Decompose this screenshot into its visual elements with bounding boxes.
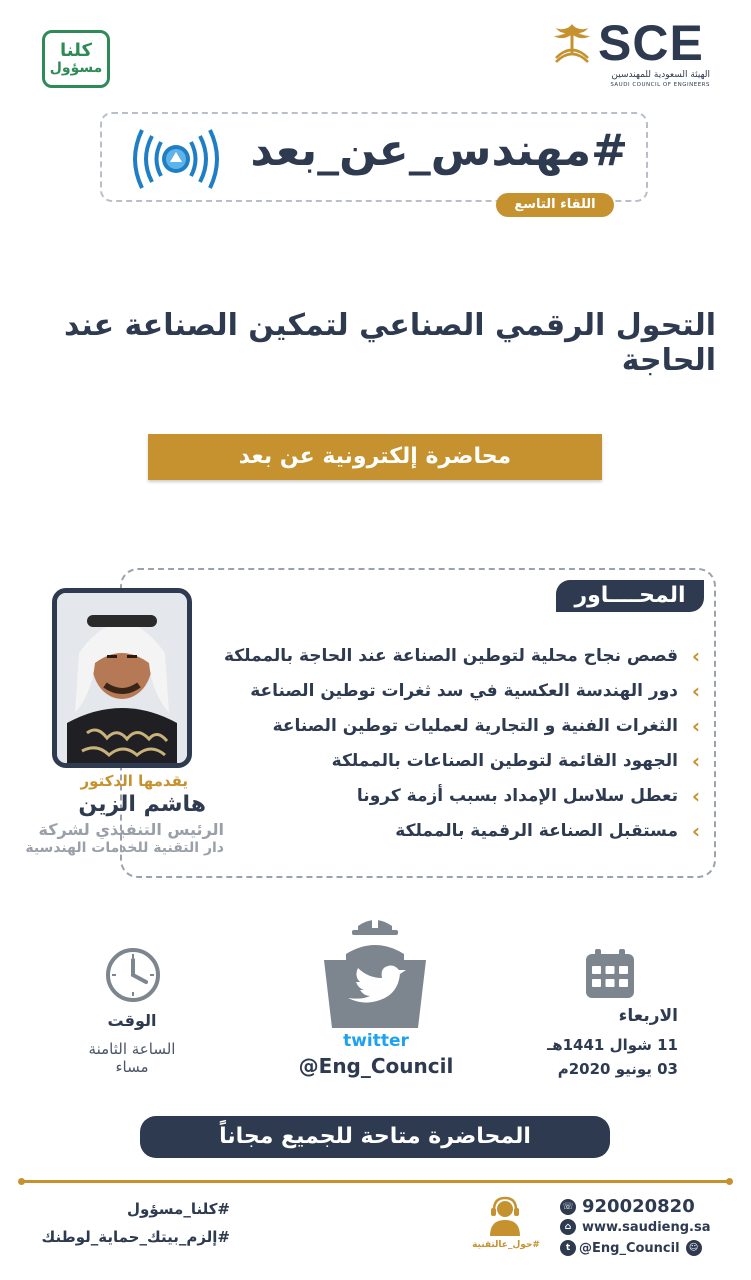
- axes-item-text: قصص نجاح محلية لتوطين الصناعة عند الحاجة بالمملكة: [223, 645, 678, 666]
- chevron-left-icon: ‹: [691, 643, 701, 668]
- date-hijri: 11 شوال 1441هـ: [547, 1036, 678, 1054]
- time-label: الوقت: [107, 1011, 157, 1030]
- lecture-title: التحول الرقمي الصناعي لتمكين الصناعة عند الحاجة: [64, 308, 716, 378]
- speaker-photo: [52, 588, 192, 768]
- axes-item: [214, 743, 704, 778]
- axes-list: [214, 638, 704, 848]
- date-gregorian: 03 يونيو 2020م: [557, 1060, 678, 1078]
- speaker-company: دار التقنية للخدمات الهندسية: [25, 840, 224, 856]
- axes-item-text: تعطل سلاسل الإمداد بسبب أزمة كرونا: [356, 785, 678, 806]
- axes-item-text: مستقبل الصناعة الرقمية بالمملكة: [395, 820, 678, 841]
- axes-item: [214, 708, 704, 743]
- free-access-notice: المحاضرة متاحة للجميع مجاناً: [140, 1116, 610, 1158]
- social-handle: @Eng_Council: [579, 1240, 680, 1256]
- time-value-line2: مساء: [115, 1058, 149, 1076]
- axes-item: [214, 778, 704, 813]
- kolona-logo-line1: كلنا: [60, 40, 92, 62]
- support-hashtag: #حول_عالتقنية: [472, 1240, 540, 1250]
- speaker-intro: يقدمها الدكتور: [80, 772, 188, 790]
- contact-phone[interactable]: [560, 1196, 720, 1217]
- axes-item-text: دور الهندسة العكسية في سد ثغرات توطين الصناعة: [250, 680, 678, 701]
- footer-divider: [20, 1180, 731, 1183]
- twitter-bird-icon: t: [560, 1240, 576, 1256]
- calendar-icon: [584, 948, 636, 1000]
- twitter-label: twitter: [343, 1031, 409, 1051]
- axes-item: [214, 673, 704, 708]
- kolona-masool-logo: [42, 30, 110, 88]
- kolona-logo-line2: مسؤول: [49, 60, 103, 77]
- palm-swords-emblem-icon: [550, 20, 594, 68]
- contact-social[interactable]: [560, 1240, 720, 1256]
- twitter-handle-link[interactable]: @Eng_Council: [298, 1054, 454, 1078]
- chevron-left-icon: ‹: [691, 818, 701, 843]
- broadcast-icon: [128, 124, 224, 194]
- speaker-name: هاشم الزين: [78, 792, 206, 817]
- engineer-laptop-twitter-icon: [318, 910, 432, 1030]
- footer-hashtag-1[interactable]: #كلنا_مسؤول: [127, 1200, 230, 1218]
- support-headset-icon: [488, 1196, 522, 1236]
- chevron-left-icon: ‹: [691, 678, 701, 703]
- axes-heading: المحــــاور: [556, 580, 704, 612]
- snapchat-icon: ☺: [686, 1240, 702, 1256]
- phone-icon: ☏: [560, 1199, 576, 1215]
- phone-number: 920020820: [582, 1196, 695, 1217]
- website-url: www.saudieng.sa: [582, 1219, 711, 1235]
- chevron-left-icon: ‹: [691, 748, 701, 773]
- chevron-left-icon: ‹: [691, 713, 701, 738]
- contact-website[interactable]: [560, 1219, 720, 1235]
- axes-item: [214, 638, 704, 673]
- axes-item: [214, 813, 704, 848]
- hashtag-title: #مهندس_عن_بعد: [250, 125, 628, 176]
- day-label: الاربعاء: [618, 1006, 678, 1026]
- sce-letters-text: SCE: [598, 15, 704, 71]
- axes-item-text: الثغرات الفنية و التجارية لعمليات توطين الصناعة: [272, 715, 678, 736]
- home-icon: ⌂: [560, 1219, 576, 1235]
- session-badge: اللقاء التاسع: [496, 193, 614, 217]
- sce-english-name: SAUDI COUNCIL OF ENGINEERS: [610, 82, 710, 88]
- sce-arabic-name: الهيئة السعودية للمهندسين: [611, 70, 710, 80]
- lecture-type-banner: محاضرة إلكترونية عن بعد: [148, 434, 602, 480]
- chevron-left-icon: ‹: [691, 783, 701, 808]
- speaker-role: الرئيس التنفيذي لشركة: [38, 820, 224, 839]
- clock-icon: [104, 946, 162, 1004]
- time-value-line1: الساعة الثامنة: [88, 1040, 176, 1058]
- axes-item-text: الجهود القائمة لتوطين الصناعات بالمملكة: [331, 750, 678, 771]
- speaker-portrait-icon: [57, 593, 187, 763]
- sce-logo-letters: [598, 14, 704, 72]
- footer-hashtag-2[interactable]: #إلزم_بيتك_حماية_لوطنك: [41, 1228, 230, 1246]
